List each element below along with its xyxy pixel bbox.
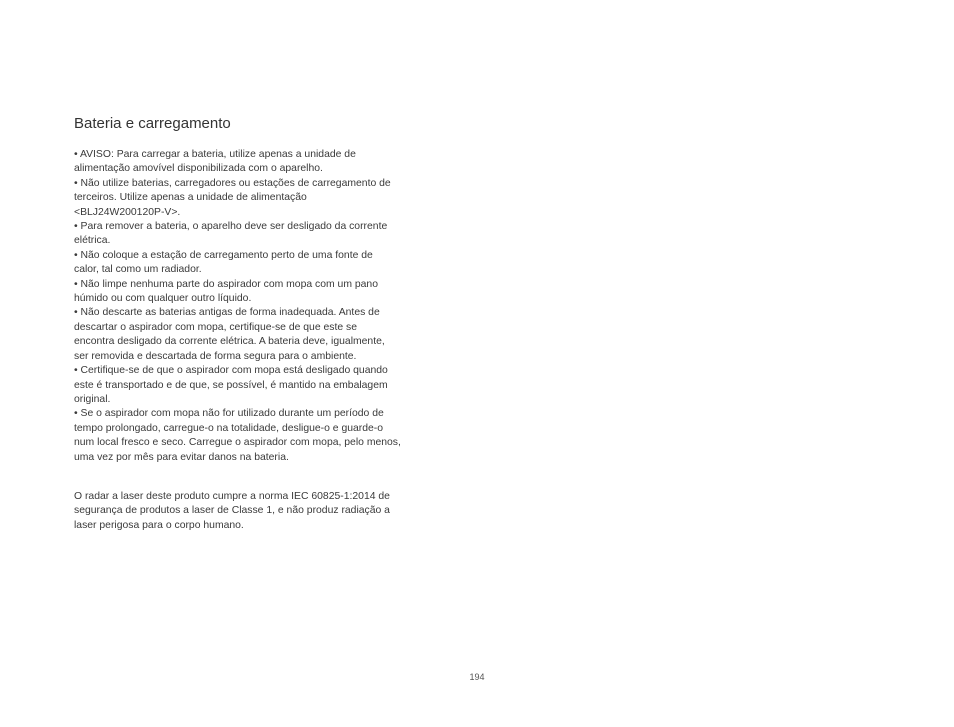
warning-line: descartar o aspirador com mopa, certifique-se de que este se (74, 321, 358, 333)
warning-line: • Certifique-se de que o aspirador com mopa está desligado quando (74, 365, 388, 377)
warning-line: • Não utilize baterias, carregadores ou estações de carregamento de (74, 177, 391, 189)
laser-note-line: O radar a laser deste produto cumpre a norma IEC 60825-1:2014 de (74, 491, 390, 502)
warning-line: uma vez por mês para evitar danos na bateria. (74, 451, 289, 463)
warnings-list (74, 148, 454, 465)
warning-line: • Não coloque a estação de carregamento perto de uma fonte de (74, 249, 373, 261)
warning-line: <BLJ24W200120P-V>. (74, 206, 181, 218)
warning-line: encontra desligado da corrente elétrica. A bateria deve, igualmente, (74, 336, 385, 348)
page-number: 194 (469, 672, 485, 682)
warning-line: terceiros. Utilize apenas a unidade de alimentação (74, 192, 307, 204)
warning-line: alimentação amovível disponibilizada com o aparelho. (74, 163, 323, 175)
warning-line: este é transportado e de que, se possível, é mantido na embalagem (74, 379, 388, 391)
warning-line: • Não descarte as baterias antigas de forma inadequada. Antes de (74, 307, 380, 319)
warning-line: calor, tal como um radiador. (74, 264, 202, 276)
warning-line: • Não limpe nenhuma parte do aspirador com mopa com um pano (74, 278, 378, 290)
warning-line: ser removida e descartada de forma segura para o ambiente. (74, 350, 357, 362)
warning-line: • Para remover a bateria, o aparelho deve ser desligado da corrente (74, 221, 388, 233)
laser-note-line: segurança de produtos a laser de Classe 1, e não produz radiação a (74, 505, 390, 517)
warning-line: original. (74, 393, 111, 405)
warning-line: tempo prolongado, carregue-o na totalidade, desligue-o e guarde-o (74, 422, 384, 434)
warning-line: num local fresco e seco. Carregue o aspirador com mopa, pelo menos, (74, 437, 401, 449)
warning-line: • Se o aspirador com mopa não for utilizado durante um período de (74, 408, 384, 420)
laser-compliance-note (74, 490, 454, 533)
warning-line: húmido ou com qualquer outro líquido. (74, 293, 252, 305)
warning-line: • AVISO: Para carregar a bateria, utilize apenas a unidade de (74, 149, 356, 160)
warning-line: elétrica. (74, 235, 111, 247)
laser-note-line: laser perigosa para o corpo humano. (74, 519, 244, 531)
section-heading: Bateria e carregamento (74, 115, 231, 132)
